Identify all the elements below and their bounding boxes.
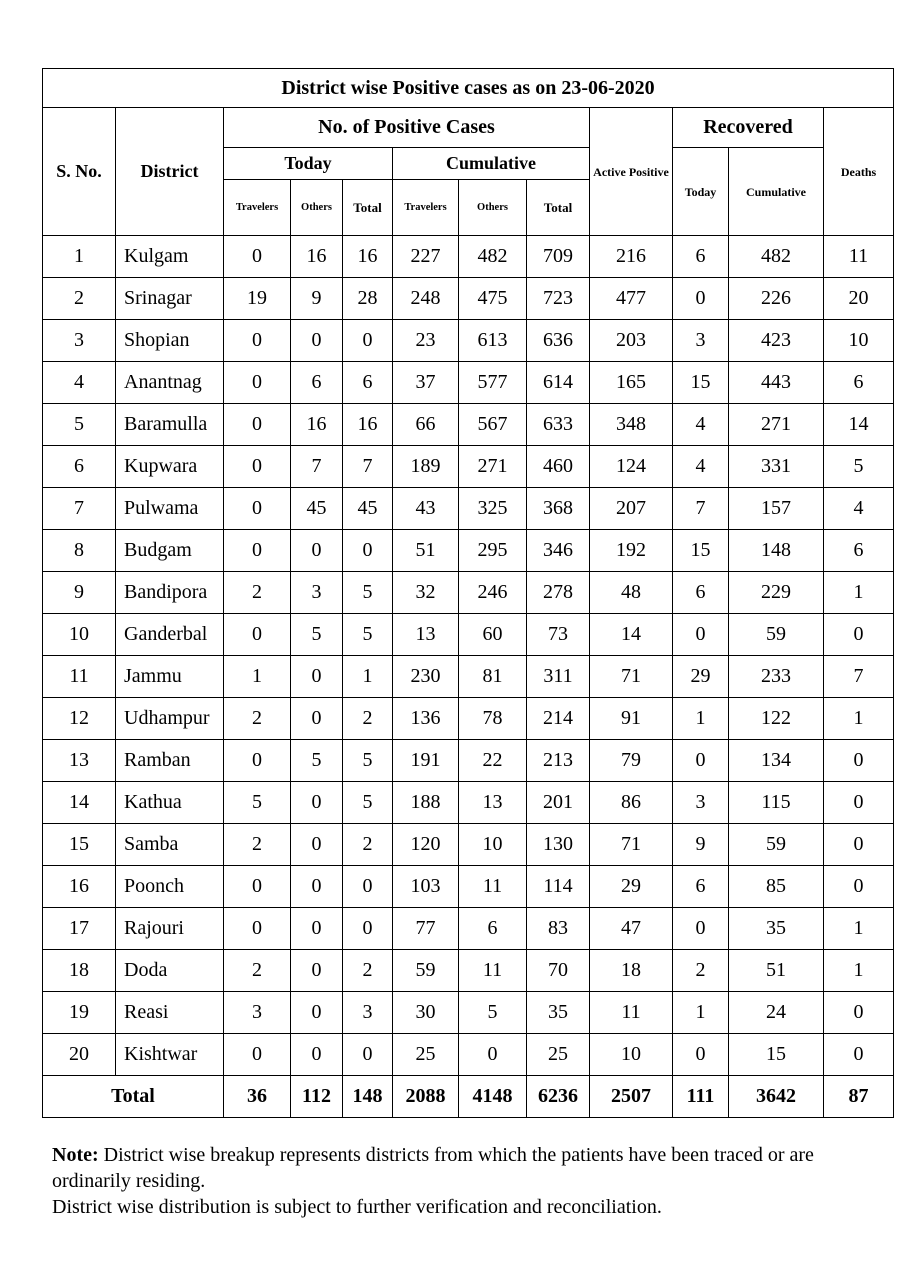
cell-deaths: 4 <box>824 488 894 530</box>
header-recovered: Recovered <box>673 108 824 148</box>
cell-district: Jammu <box>116 656 224 698</box>
cell-cumulative-total: 723 <box>527 278 590 320</box>
cell-sno: 9 <box>43 572 116 614</box>
cell-today-total: 2 <box>343 698 393 740</box>
cell-cumulative-total: 460 <box>527 446 590 488</box>
cell-recovered-today: 3 <box>673 320 729 362</box>
cell-cumulative-travelers: 66 <box>393 404 459 446</box>
cell-recovered-today: 0 <box>673 278 729 320</box>
header-today-total: Total <box>343 180 393 236</box>
cell-cumulative-others: 81 <box>459 656 527 698</box>
cell-district: Srinagar <box>116 278 224 320</box>
cell-today-total: 5 <box>343 782 393 824</box>
cell-district: Samba <box>116 824 224 866</box>
cell-sno: 11 <box>43 656 116 698</box>
cell-active-positive: 14 <box>590 614 673 656</box>
cell-cumulative-total: 25 <box>527 1034 590 1076</box>
cell-today-total: 0 <box>343 908 393 950</box>
cell-cumulative-others: 271 <box>459 446 527 488</box>
cell-district: Anantnag <box>116 362 224 404</box>
cell-active-positive: 71 <box>590 824 673 866</box>
cell-today-others: 45 <box>291 488 343 530</box>
cell-deaths: 1 <box>824 698 894 740</box>
cell-recovered-cumulative: 157 <box>729 488 824 530</box>
cell-deaths: 0 <box>824 1034 894 1076</box>
cell-deaths: 10 <box>824 320 894 362</box>
cell-recovered-cumulative: 59 <box>729 614 824 656</box>
note-line-1 <box>52 1142 892 1194</box>
table-row <box>43 320 894 362</box>
cell-recovered-cumulative: 331 <box>729 446 824 488</box>
cell-active-positive: 477 <box>590 278 673 320</box>
cell-today-others: 16 <box>291 236 343 278</box>
cell-recovered-today: 3 <box>673 782 729 824</box>
cell-active-positive: 192 <box>590 530 673 572</box>
cell-cumulative-total: 311 <box>527 656 590 698</box>
cell-district: Pulwama <box>116 488 224 530</box>
cell-today-travelers: 2 <box>224 824 291 866</box>
cell-today-total: 2 <box>343 824 393 866</box>
cell-sno: 5 <box>43 404 116 446</box>
cell-sno: 6 <box>43 446 116 488</box>
cell-deaths: 20 <box>824 278 894 320</box>
header-cumulative-total: Total <box>527 180 590 236</box>
table-row <box>43 572 894 614</box>
cell-cumulative-others: 295 <box>459 530 527 572</box>
cell-sno: 2 <box>43 278 116 320</box>
cell-today-travelers: 5 <box>224 782 291 824</box>
cell-deaths: 1 <box>824 950 894 992</box>
cell-today-travelers: 0 <box>224 740 291 782</box>
cell-cumulative-travelers: 120 <box>393 824 459 866</box>
cell-active-positive: 86 <box>590 782 673 824</box>
table-row <box>43 824 894 866</box>
cell-today-travelers: 0 <box>224 866 291 908</box>
cell-district: Kathua <box>116 782 224 824</box>
cell-today-travelers: 19 <box>224 278 291 320</box>
table-row <box>43 278 894 320</box>
cell-cumulative-others: 0 <box>459 1034 527 1076</box>
cell-sno: 8 <box>43 530 116 572</box>
total-cumulative-travelers: 2088 <box>393 1076 459 1118</box>
cell-today-total: 5 <box>343 572 393 614</box>
cell-recovered-today: 6 <box>673 236 729 278</box>
note-label: Note: <box>52 1144 99 1166</box>
cell-today-others: 0 <box>291 866 343 908</box>
cell-recovered-cumulative: 423 <box>729 320 824 362</box>
cell-recovered-today: 0 <box>673 1034 729 1076</box>
cell-cumulative-travelers: 23 <box>393 320 459 362</box>
header-recovered-today: Today <box>673 148 729 236</box>
cell-cumulative-travelers: 248 <box>393 278 459 320</box>
cell-recovered-cumulative: 233 <box>729 656 824 698</box>
cell-today-others: 9 <box>291 278 343 320</box>
cell-today-travelers: 2 <box>224 572 291 614</box>
cell-today-others: 0 <box>291 1034 343 1076</box>
cell-deaths: 7 <box>824 656 894 698</box>
cell-active-positive: 79 <box>590 740 673 782</box>
cell-recovered-today: 15 <box>673 530 729 572</box>
cell-recovered-today: 6 <box>673 866 729 908</box>
cell-today-travelers: 2 <box>224 698 291 740</box>
cell-recovered-cumulative: 482 <box>729 236 824 278</box>
table-row <box>43 446 894 488</box>
cell-active-positive: 207 <box>590 488 673 530</box>
cell-active-positive: 165 <box>590 362 673 404</box>
cell-cumulative-total: 633 <box>527 404 590 446</box>
cell-recovered-today: 1 <box>673 698 729 740</box>
cell-recovered-today: 4 <box>673 446 729 488</box>
cell-recovered-cumulative: 271 <box>729 404 824 446</box>
cell-recovered-today: 1 <box>673 992 729 1034</box>
cell-recovered-today: 9 <box>673 824 729 866</box>
cell-district: Poonch <box>116 866 224 908</box>
cell-cumulative-others: 10 <box>459 824 527 866</box>
cell-deaths: 1 <box>824 908 894 950</box>
total-recovered-cumulative: 3642 <box>729 1076 824 1118</box>
cell-cumulative-others: 11 <box>459 866 527 908</box>
cell-district: Kulgam <box>116 236 224 278</box>
table-row <box>43 656 894 698</box>
cell-today-travelers: 0 <box>224 362 291 404</box>
cell-sno: 19 <box>43 992 116 1034</box>
cell-sno: 17 <box>43 908 116 950</box>
cell-active-positive: 48 <box>590 572 673 614</box>
cell-cumulative-total: 614 <box>527 362 590 404</box>
cell-cumulative-others: 567 <box>459 404 527 446</box>
total-today-travelers: 36 <box>224 1076 291 1118</box>
cell-recovered-today: 4 <box>673 404 729 446</box>
cell-cumulative-travelers: 59 <box>393 950 459 992</box>
cell-today-travelers: 0 <box>224 446 291 488</box>
table-row <box>43 404 894 446</box>
cell-cumulative-total: 278 <box>527 572 590 614</box>
total-label: Total <box>43 1076 224 1118</box>
cell-deaths: 0 <box>824 992 894 1034</box>
cell-cumulative-travelers: 103 <box>393 866 459 908</box>
cell-district: Budgam <box>116 530 224 572</box>
cell-recovered-today: 7 <box>673 488 729 530</box>
cell-today-travelers: 1 <box>224 656 291 698</box>
table-row <box>43 866 894 908</box>
cell-sno: 1 <box>43 236 116 278</box>
cell-recovered-today: 29 <box>673 656 729 698</box>
cell-cumulative-others: 482 <box>459 236 527 278</box>
cell-cumulative-others: 78 <box>459 698 527 740</box>
cell-today-travelers: 0 <box>224 530 291 572</box>
total-today-total: 148 <box>343 1076 393 1118</box>
cell-today-total: 6 <box>343 362 393 404</box>
cell-active-positive: 216 <box>590 236 673 278</box>
cell-cumulative-total: 35 <box>527 992 590 1034</box>
cell-cumulative-total: 368 <box>527 488 590 530</box>
cell-recovered-today: 0 <box>673 908 729 950</box>
cell-cumulative-travelers: 227 <box>393 236 459 278</box>
cell-cumulative-total: 114 <box>527 866 590 908</box>
table-row <box>43 488 894 530</box>
cell-deaths: 14 <box>824 404 894 446</box>
cell-today-total: 16 <box>343 404 393 446</box>
header-today-others: Others <box>291 180 343 236</box>
cell-deaths: 11 <box>824 236 894 278</box>
cell-cumulative-travelers: 191 <box>393 740 459 782</box>
cell-cumulative-total: 83 <box>527 908 590 950</box>
cell-district: Doda <box>116 950 224 992</box>
cell-cumulative-travelers: 13 <box>393 614 459 656</box>
cell-cumulative-travelers: 230 <box>393 656 459 698</box>
cell-recovered-cumulative: 148 <box>729 530 824 572</box>
cell-deaths: 0 <box>824 866 894 908</box>
table-row <box>43 236 894 278</box>
total-recovered-today: 111 <box>673 1076 729 1118</box>
cell-cumulative-others: 22 <box>459 740 527 782</box>
header-recovered-cumulative: Cumulative <box>729 148 824 236</box>
cell-cumulative-travelers: 32 <box>393 572 459 614</box>
table-row <box>43 614 894 656</box>
table-row <box>43 908 894 950</box>
cell-cumulative-total: 346 <box>527 530 590 572</box>
cell-active-positive: 203 <box>590 320 673 362</box>
header-today: Today <box>224 148 393 180</box>
cell-district: Rajouri <box>116 908 224 950</box>
table-row <box>43 992 894 1034</box>
cell-cumulative-total: 213 <box>527 740 590 782</box>
cell-today-travelers: 0 <box>224 404 291 446</box>
cell-cumulative-travelers: 30 <box>393 992 459 1034</box>
total-cumulative-total: 6236 <box>527 1076 590 1118</box>
cell-deaths: 0 <box>824 824 894 866</box>
cell-district: Ganderbal <box>116 614 224 656</box>
cell-today-total: 0 <box>343 530 393 572</box>
cell-cumulative-total: 636 <box>527 320 590 362</box>
cell-today-others: 0 <box>291 992 343 1034</box>
cell-recovered-cumulative: 443 <box>729 362 824 404</box>
cell-sno: 18 <box>43 950 116 992</box>
table-row <box>43 698 894 740</box>
cell-cumulative-others: 13 <box>459 782 527 824</box>
cell-today-travelers: 3 <box>224 992 291 1034</box>
note-section <box>52 1142 892 1220</box>
cell-today-others: 0 <box>291 320 343 362</box>
cell-deaths: 6 <box>824 362 894 404</box>
cell-deaths: 0 <box>824 740 894 782</box>
cell-today-total: 7 <box>343 446 393 488</box>
cell-recovered-cumulative: 24 <box>729 992 824 1034</box>
cell-cumulative-travelers: 43 <box>393 488 459 530</box>
cell-recovered-cumulative: 85 <box>729 866 824 908</box>
cell-active-positive: 29 <box>590 866 673 908</box>
cell-active-positive: 71 <box>590 656 673 698</box>
cell-today-others: 5 <box>291 740 343 782</box>
cell-today-total: 1 <box>343 656 393 698</box>
cell-deaths: 5 <box>824 446 894 488</box>
total-deaths: 87 <box>824 1076 894 1118</box>
cell-cumulative-travelers: 77 <box>393 908 459 950</box>
cell-today-travelers: 0 <box>224 236 291 278</box>
cell-today-others: 0 <box>291 908 343 950</box>
cell-today-total: 28 <box>343 278 393 320</box>
header-cumulative-travelers: Travelers <box>393 180 459 236</box>
cell-today-others: 6 <box>291 362 343 404</box>
cell-recovered-cumulative: 59 <box>729 824 824 866</box>
cell-cumulative-travelers: 188 <box>393 782 459 824</box>
cell-active-positive: 10 <box>590 1034 673 1076</box>
table-row <box>43 740 894 782</box>
cell-cumulative-others: 11 <box>459 950 527 992</box>
total-row <box>43 1076 894 1118</box>
cell-recovered-today: 2 <box>673 950 729 992</box>
district-cases-table <box>42 68 894 1118</box>
cell-recovered-cumulative: 226 <box>729 278 824 320</box>
total-today-others: 112 <box>291 1076 343 1118</box>
cell-active-positive: 124 <box>590 446 673 488</box>
cell-recovered-cumulative: 122 <box>729 698 824 740</box>
cell-today-total: 2 <box>343 950 393 992</box>
cell-today-travelers: 0 <box>224 614 291 656</box>
cell-recovered-cumulative: 115 <box>729 782 824 824</box>
cell-sno: 15 <box>43 824 116 866</box>
cell-cumulative-total: 73 <box>527 614 590 656</box>
header-active-positive: Active Positive <box>590 108 673 236</box>
cell-sno: 16 <box>43 866 116 908</box>
cell-active-positive: 11 <box>590 992 673 1034</box>
table-row <box>43 362 894 404</box>
cell-deaths: 0 <box>824 782 894 824</box>
cell-sno: 7 <box>43 488 116 530</box>
cell-cumulative-others: 613 <box>459 320 527 362</box>
cell-district: Baramulla <box>116 404 224 446</box>
cell-cumulative-total: 201 <box>527 782 590 824</box>
cell-recovered-cumulative: 35 <box>729 908 824 950</box>
table-row <box>43 950 894 992</box>
cell-today-travelers: 2 <box>224 950 291 992</box>
cell-today-total: 45 <box>343 488 393 530</box>
cell-cumulative-total: 70 <box>527 950 590 992</box>
cell-today-others: 0 <box>291 656 343 698</box>
cell-cumulative-total: 214 <box>527 698 590 740</box>
note-text-1: District wise breakup represents districts from which the patients have been traced or are ordinarily residing. <box>52 1144 814 1192</box>
cell-cumulative-travelers: 51 <box>393 530 459 572</box>
cell-district: Bandipora <box>116 572 224 614</box>
cell-today-total: 16 <box>343 236 393 278</box>
cell-cumulative-others: 577 <box>459 362 527 404</box>
cell-today-others: 16 <box>291 404 343 446</box>
total-cumulative-others: 4148 <box>459 1076 527 1118</box>
cell-sno: 10 <box>43 614 116 656</box>
cell-cumulative-others: 475 <box>459 278 527 320</box>
cell-today-total: 5 <box>343 740 393 782</box>
table-title: District wise Positive cases as on 23-06-2020 <box>43 69 894 108</box>
cell-today-others: 7 <box>291 446 343 488</box>
cell-deaths: 0 <box>824 614 894 656</box>
cell-cumulative-travelers: 25 <box>393 1034 459 1076</box>
cell-today-travelers: 0 <box>224 1034 291 1076</box>
cell-recovered-today: 0 <box>673 614 729 656</box>
cell-district: Kishtwar <box>116 1034 224 1076</box>
cell-today-total: 5 <box>343 614 393 656</box>
cell-sno: 12 <box>43 698 116 740</box>
cell-district: Udhampur <box>116 698 224 740</box>
cell-today-others: 0 <box>291 698 343 740</box>
cell-today-others: 0 <box>291 782 343 824</box>
cell-cumulative-others: 325 <box>459 488 527 530</box>
note-line-2: District wise distribution is subject to further verification and reconciliation. <box>52 1196 662 1218</box>
cell-recovered-cumulative: 15 <box>729 1034 824 1076</box>
total-active-positive: 2507 <box>590 1076 673 1118</box>
cell-cumulative-travelers: 136 <box>393 698 459 740</box>
cell-recovered-today: 0 <box>673 740 729 782</box>
cell-deaths: 1 <box>824 572 894 614</box>
cell-sno: 13 <box>43 740 116 782</box>
header-cumulative: Cumulative <box>393 148 590 180</box>
cell-today-others: 0 <box>291 530 343 572</box>
cell-recovered-cumulative: 229 <box>729 572 824 614</box>
table-body <box>43 236 894 1076</box>
cell-district: Shopian <box>116 320 224 362</box>
cell-sno: 4 <box>43 362 116 404</box>
table-row <box>43 782 894 824</box>
cell-today-travelers: 0 <box>224 908 291 950</box>
header-positive-cases: No. of Positive Cases <box>224 108 590 148</box>
header-sno: S. No. <box>43 108 116 236</box>
cell-today-total: 0 <box>343 1034 393 1076</box>
cell-cumulative-total: 130 <box>527 824 590 866</box>
cell-today-others: 0 <box>291 950 343 992</box>
header-today-travelers: Travelers <box>224 180 291 236</box>
cell-district: Ramban <box>116 740 224 782</box>
cell-sno: 3 <box>43 320 116 362</box>
cell-recovered-cumulative: 134 <box>729 740 824 782</box>
header-deaths: Deaths <box>824 108 894 236</box>
cell-cumulative-others: 60 <box>459 614 527 656</box>
cell-active-positive: 348 <box>590 404 673 446</box>
cell-today-others: 5 <box>291 614 343 656</box>
cell-today-travelers: 0 <box>224 320 291 362</box>
table-row <box>43 530 894 572</box>
cell-cumulative-travelers: 189 <box>393 446 459 488</box>
cell-recovered-cumulative: 51 <box>729 950 824 992</box>
cell-cumulative-others: 246 <box>459 572 527 614</box>
cell-recovered-today: 6 <box>673 572 729 614</box>
cell-cumulative-others: 6 <box>459 908 527 950</box>
cell-cumulative-total: 709 <box>527 236 590 278</box>
cell-today-others: 0 <box>291 824 343 866</box>
header-district: District <box>116 108 224 236</box>
cell-cumulative-others: 5 <box>459 992 527 1034</box>
cell-cumulative-travelers: 37 <box>393 362 459 404</box>
cell-active-positive: 47 <box>590 908 673 950</box>
cell-today-travelers: 0 <box>224 488 291 530</box>
table-row <box>43 1034 894 1076</box>
cell-today-total: 0 <box>343 320 393 362</box>
cell-sno: 20 <box>43 1034 116 1076</box>
cell-active-positive: 91 <box>590 698 673 740</box>
header-cumulative-others: Others <box>459 180 527 236</box>
cell-active-positive: 18 <box>590 950 673 992</box>
cell-today-others: 3 <box>291 572 343 614</box>
cell-deaths: 6 <box>824 530 894 572</box>
cell-district: Kupwara <box>116 446 224 488</box>
cell-today-total: 3 <box>343 992 393 1034</box>
cell-recovered-today: 15 <box>673 362 729 404</box>
cell-district: Reasi <box>116 992 224 1034</box>
cell-sno: 14 <box>43 782 116 824</box>
cell-today-total: 0 <box>343 866 393 908</box>
